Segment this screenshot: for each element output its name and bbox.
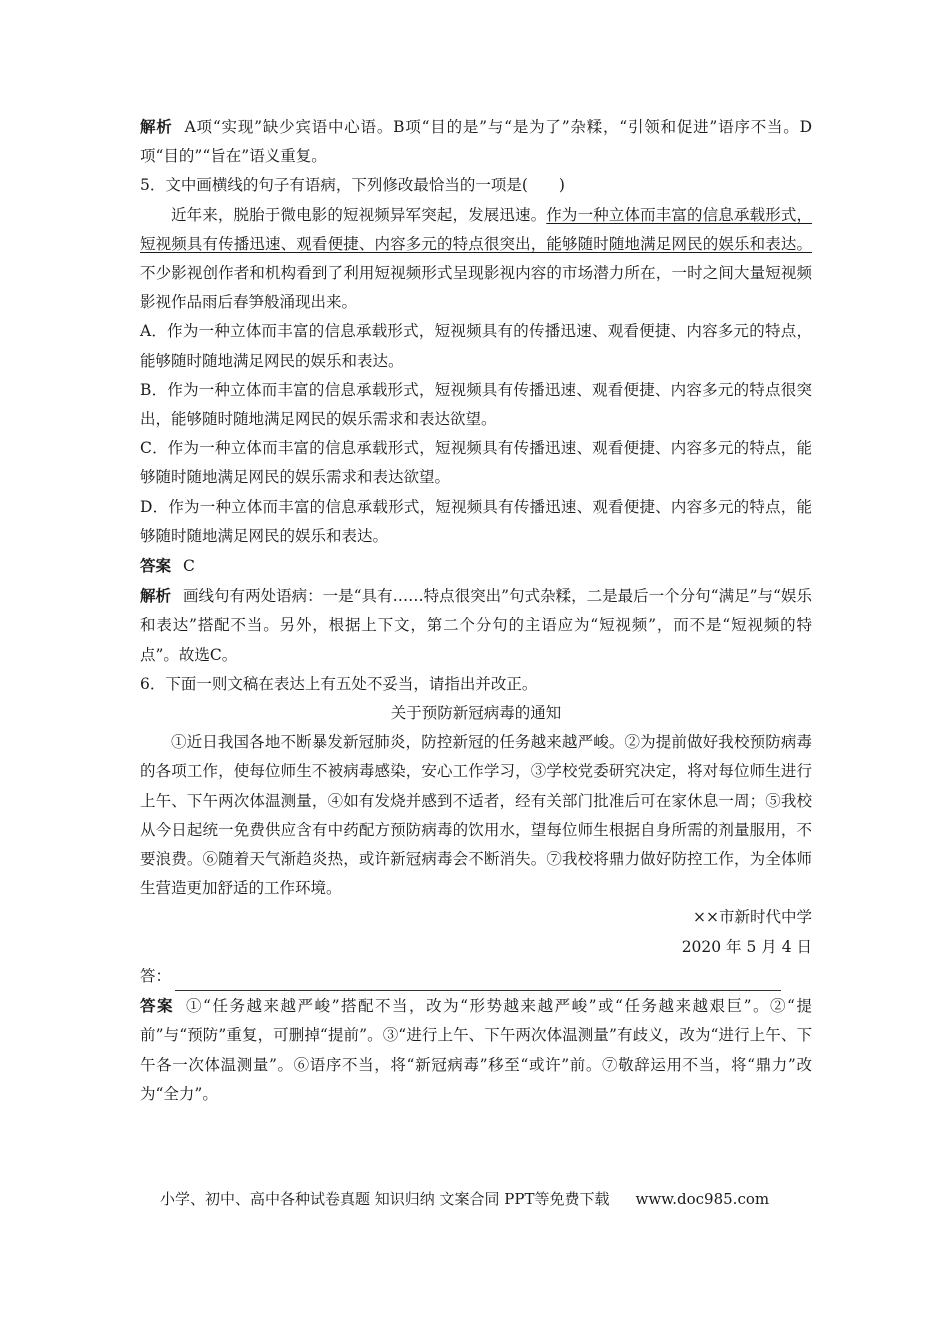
notice-body: ①近日我国各地不断暴发新冠肺炎，防控新冠的任务越来越严峻。②为提前做好我校预防病毒的各项工作，使每位师生不被病毒感染，安心工作学习，③学校党委研究决定，将对每位师生进行上午、下午两次体温测量，④如有发烧并感到不适者，经有关部门批准后可在家休息一周；⑤我校从今日起统一免费供应含有中药配方预防病毒的饮用水，望每位师生根据自身所需的剂量服用，不要浪费。⑥随着天气渐趋炎热，或许新冠病毒会不断消失。⑦我校将鼎力做好防控工作，为全体师生营造更加舒适的工作环境。 <box>140 733 812 898</box>
answer-prompt: 答： <box>140 966 172 985</box>
notice-date: 2020 年 5 月 4 日 <box>681 937 812 956</box>
q5-option-d: D．作为一种立体而丰富的信息承载形式，短视频具有传播迅速、观看便捷、内容多元的特点，能够随时随地满足网民的娱乐和表达。 <box>140 497 812 545</box>
notice-title: 关于预防新冠病毒的通知 <box>390 704 562 723</box>
answer-label: 答案 <box>140 996 175 1016</box>
footer-site[interactable]: www.doc985.com <box>635 1190 770 1208</box>
answer-text: C <box>183 557 195 576</box>
q6-answer-blank <box>140 962 812 991</box>
q5-option-c: C．作为一种立体而丰富的信息承载形式，短视频具有传播迅速、观看便捷、内容多元的特点，能够随时随地满足网民的娱乐需求和表达欲望。 <box>140 439 812 487</box>
q5-answer <box>140 551 812 581</box>
q5-option-a: A．作为一种立体而丰富的信息承载形式，短视频具有的传播迅速、观看便捷、内容多元的特点，能够随时随地满足网民的娱乐和表达。 <box>140 322 812 370</box>
q6-question: 6．下面一则文稿在表达上有五处不妥当，请指出并改正。 <box>140 674 538 693</box>
footer-text: 小学、初中、高中各种试卷真题 知识归纳 文案合同 PPT等免费下载 <box>160 1190 610 1208</box>
passage-after: 不少影视创作者和机构看到了利用短视频形式呈现影视内容的市场潜力所在，一时之间大量短视频影视作品雨后春笋般涌现出来。 <box>140 264 812 312</box>
document-page <box>140 112 812 1109</box>
answer-label: 答案 <box>140 556 172 576</box>
q6-answer <box>140 991 812 1109</box>
analysis-text: 画线句有两处语病：一是“具有……特点很突出”句式杂糅，二是最后一个分句“满足”与“娱乐和表达”搭配不当。另外，根据上下文，第二个分句的主语应为“短视频”，而不是“短视频的特点”。故选C。 <box>140 587 812 664</box>
analysis-label: 解析 <box>140 117 173 136</box>
page-footer <box>160 1188 800 1209</box>
q5-analysis <box>140 581 812 670</box>
passage-before: 近年来，脱胎于微电影的短视频异军突起，发展迅速。 <box>171 205 547 224</box>
q5-option-b: B．作为一种立体而丰富的信息承载形式，短视频具有传播迅速、观看便捷、内容多元的特点很突出，能够随时随地满足网民的娱乐需求和表达欲望。 <box>140 380 812 429</box>
answer-text: ①“任务越来越严峻”搭配不当，改为“形势越来越严峻”或“任务越来越艰巨”。②“提前”与“预防”重复，可删掉“提前”。③“进行上午、下午两次体温测量”有歧义，改为“进行上午、下午各一次体温测量”。⑥语序不当，将“新冠病毒”移至“或许”前。⑦敬辞运用不当，将“鼎力”改为“全力”。 <box>140 997 812 1103</box>
analysis-label: 解析 <box>140 586 172 606</box>
q5-passage <box>140 201 812 318</box>
passage-underlined-sentence: 作为一种立体而丰富的信息承载形式，短视频具有传播迅速、观看便捷、内容多元的特点很突出，能够随时随地满足网民的娱乐和表达。 <box>140 205 812 253</box>
q4-analysis <box>140 112 812 171</box>
analysis-text: A项“实现”缺少宾语中心语。B项“目的是”与“是为了”杂糅，“引领和促进”语序不当。D项“目的”“旨在”语义重复。 <box>140 118 812 166</box>
q5-question: 5．文中画横线的句子有语病，下列修改最恰当的一项是( ) <box>140 176 565 195</box>
answer-blank-line <box>175 972 781 991</box>
notice-signature: ××市新时代中学 <box>693 908 812 927</box>
